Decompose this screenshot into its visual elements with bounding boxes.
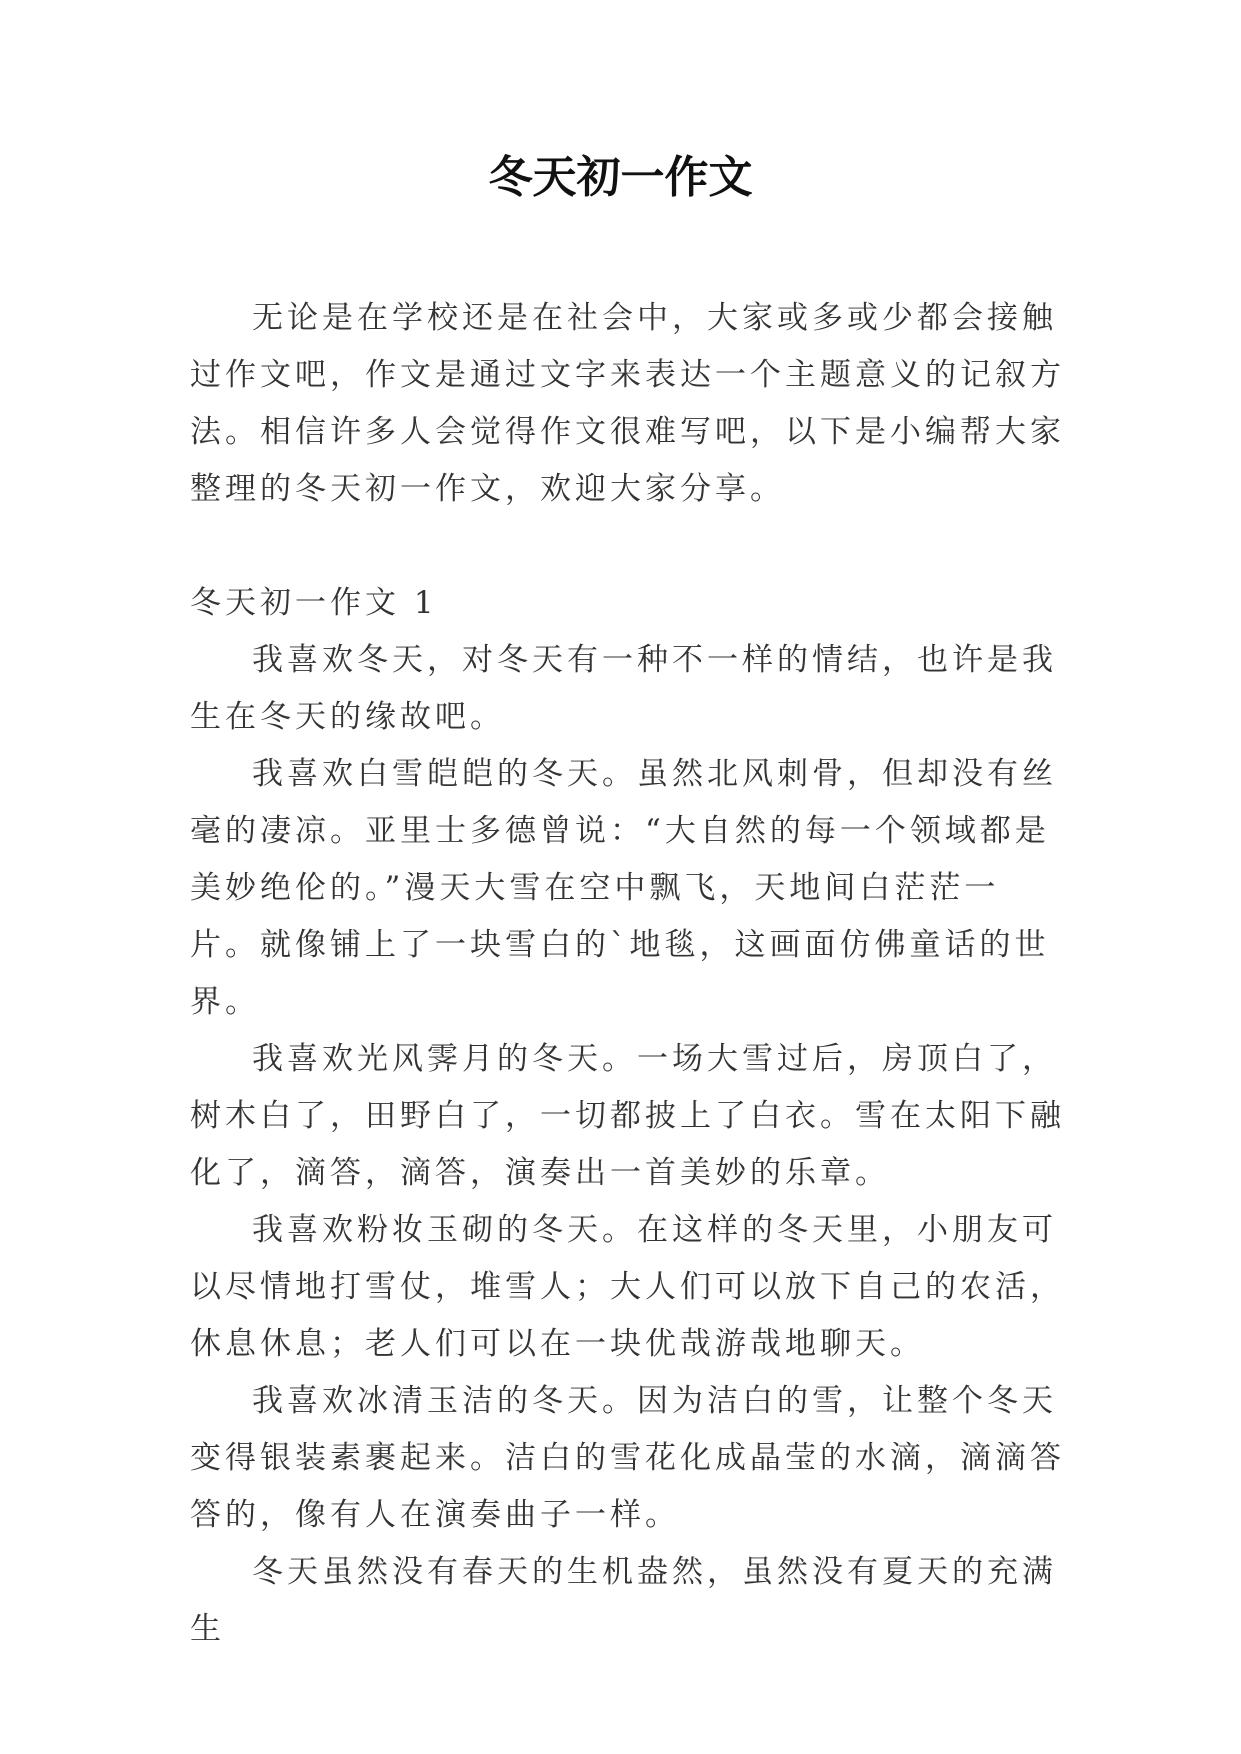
body-paragraph-3: 我喜欢光风霁月的冬天。一场大雪过后，房顶白了，树木白了，田野白了，一切都披上了白衣。雪在太阳下融化了，滴答，滴答，演奏出一首美妙的乐章。: [190, 1041, 1065, 1191]
page-title: 冬天初一作文: [488, 152, 753, 203]
document-body: [190, 290, 1066, 1658]
body-paragraph-2: 我喜欢白雪皑皑的冬天。虽然北风刺骨，但却没有丝毫的凄凉。亚里士多德曾说：“大自然的每一个领域都是美妙绝伦的。”漫天大雪在空中飘飞，天地间白茫茫一片。就像铺上了一块雪白的`地毯，这画面仿佛童话的世界。: [190, 756, 1057, 1020]
body-paragraph-1: 我喜欢冬天，对冬天有一种不一样的情结，也许是我生在冬天的缘故吧。: [190, 642, 1057, 735]
body-paragraph-4: 我喜欢粉妆玉砌的冬天。在这样的冬天里，小朋友可以尽情地打雪仗，堆雪人；大人们可以放下自己的农活，休息休息；老人们可以在一块优哉游哉地聊天。: [190, 1212, 1065, 1362]
intro-paragraph: 无论是在学校还是在社会中，大家或多或少都会接触过作文吧，作文是通过文字来表达一个主题意义的记叙方法。相信许多人会觉得作文很难写吧，以下是小编帮大家整理的冬天初一作文，欢迎大家分享。: [190, 300, 1065, 507]
body-paragraph-5: 我喜欢冰清玉洁的冬天。因为洁白的雪，让整个冬天变得银装素裹起来。洁白的雪花化成晶莹的水滴，滴滴答答的，像有人在演奏曲子一样。: [190, 1383, 1065, 1533]
body-paragraph-6: 冬天虽然没有春天的生机盎然，虽然没有夏天的充满生: [190, 1554, 1057, 1647]
section-heading: 冬天初一作文 1: [190, 585, 438, 621]
